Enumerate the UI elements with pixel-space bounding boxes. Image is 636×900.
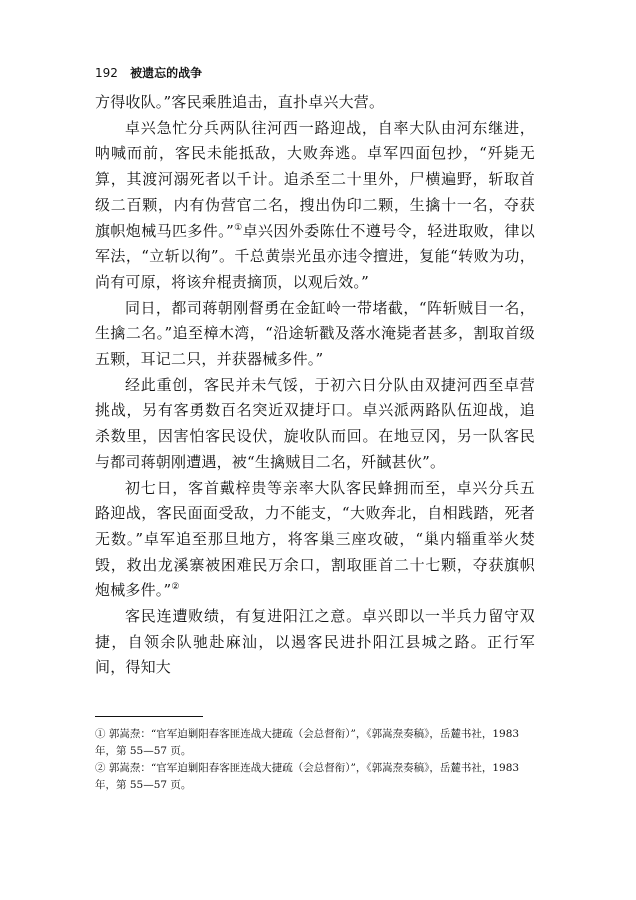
footnotes xyxy=(95,726,535,794)
paragraph: 卓兴急忙分兵两队往河西一路迎战，自率大队由河东继进，呐喊而前，客民未能抵敌，大败奔逃。卓军四面包抄，“歼毙无算，其渡河溺死者以千计。追杀至二十里外，尸横遍野，斩取首级二百颗，内有伪营官二名，搜出伪印二颗，生擒十一名，夺获旗帜炮械马匹多件。”①卓兴因外委陈仕不遵号令，轻进取败，律以军法，“立斩以徇”。千总黄崇光虽亦违令擅进，复能“转败为功，尚有可原，将该弁棍责摘顶，以观后效。” xyxy=(95,118,535,291)
paragraph: 客民连遭败绩，有复进阳江之意。卓兴即以一半兵力留守双捷，自领余队驰赴麻汕，以遏客民进扑阳江县城之路。正行军间，得知大 xyxy=(95,607,535,677)
paragraph: 经此重创，客民并未气馁，于初六日分队由双捷河西至卓营挑战，另有客勇数百名突近双捷圩口。卓兴派两路队伍迎战，追杀数里，因害怕客民设伏，旋收队而回。在地豆冈，另一队客民与都司蒋朝刚遭遇，被“生擒贼目二名，歼馘甚伙”。 xyxy=(95,375,535,471)
footnote: ① 郭嵩焘：“官军迫剿阳春客匪连战大捷疏（会总督衔）”，《郭嵩焘奏稿》，岳麓书社，1983 年，第 55—57 页。 xyxy=(95,728,520,757)
body-text xyxy=(95,90,535,681)
footnote-divider xyxy=(95,716,203,717)
page-number: 192 xyxy=(95,66,118,80)
paragraph: 方得收队。”客民乘胜追击，直扑卓兴大营。 xyxy=(95,93,385,111)
running-head xyxy=(95,64,202,81)
footnote-ref[interactable]: ② xyxy=(171,582,180,593)
paragraph: 同日，都司蒋朝刚督勇在金缸岭一带堵截，“阵斩贼目一名，生擒二名。”追至樟木湾，“沿途斩戳及落水淹毙者甚多，割取首级五颗，耳记二只，并获器械多件。” xyxy=(95,298,535,369)
footnote: ② 郭嵩焘：“官军迫剿阳春客匪连战大捷疏（会总督衔）”，《郭嵩焘奏稿》，岳麓书社，1983 年，第 55—57 页。 xyxy=(95,762,520,791)
footnote-ref[interactable]: ① xyxy=(233,222,243,233)
running-title: 被遗忘的战争 xyxy=(130,66,203,80)
paragraph: 初七日，客首戴梓贵等亲率大队客民蜂拥而至，卓兴分兵五路迎战，客民面面受敌，力不能支，“大败奔北，自相践踏，死者无数。”卓军追至那旦地方，将客巢三座攻破，“巢内辎重举火焚毁，救出龙溪寨被困难民万余口，割取匪首二十七颗，夺获旗帜炮械多件。”② xyxy=(95,478,535,600)
